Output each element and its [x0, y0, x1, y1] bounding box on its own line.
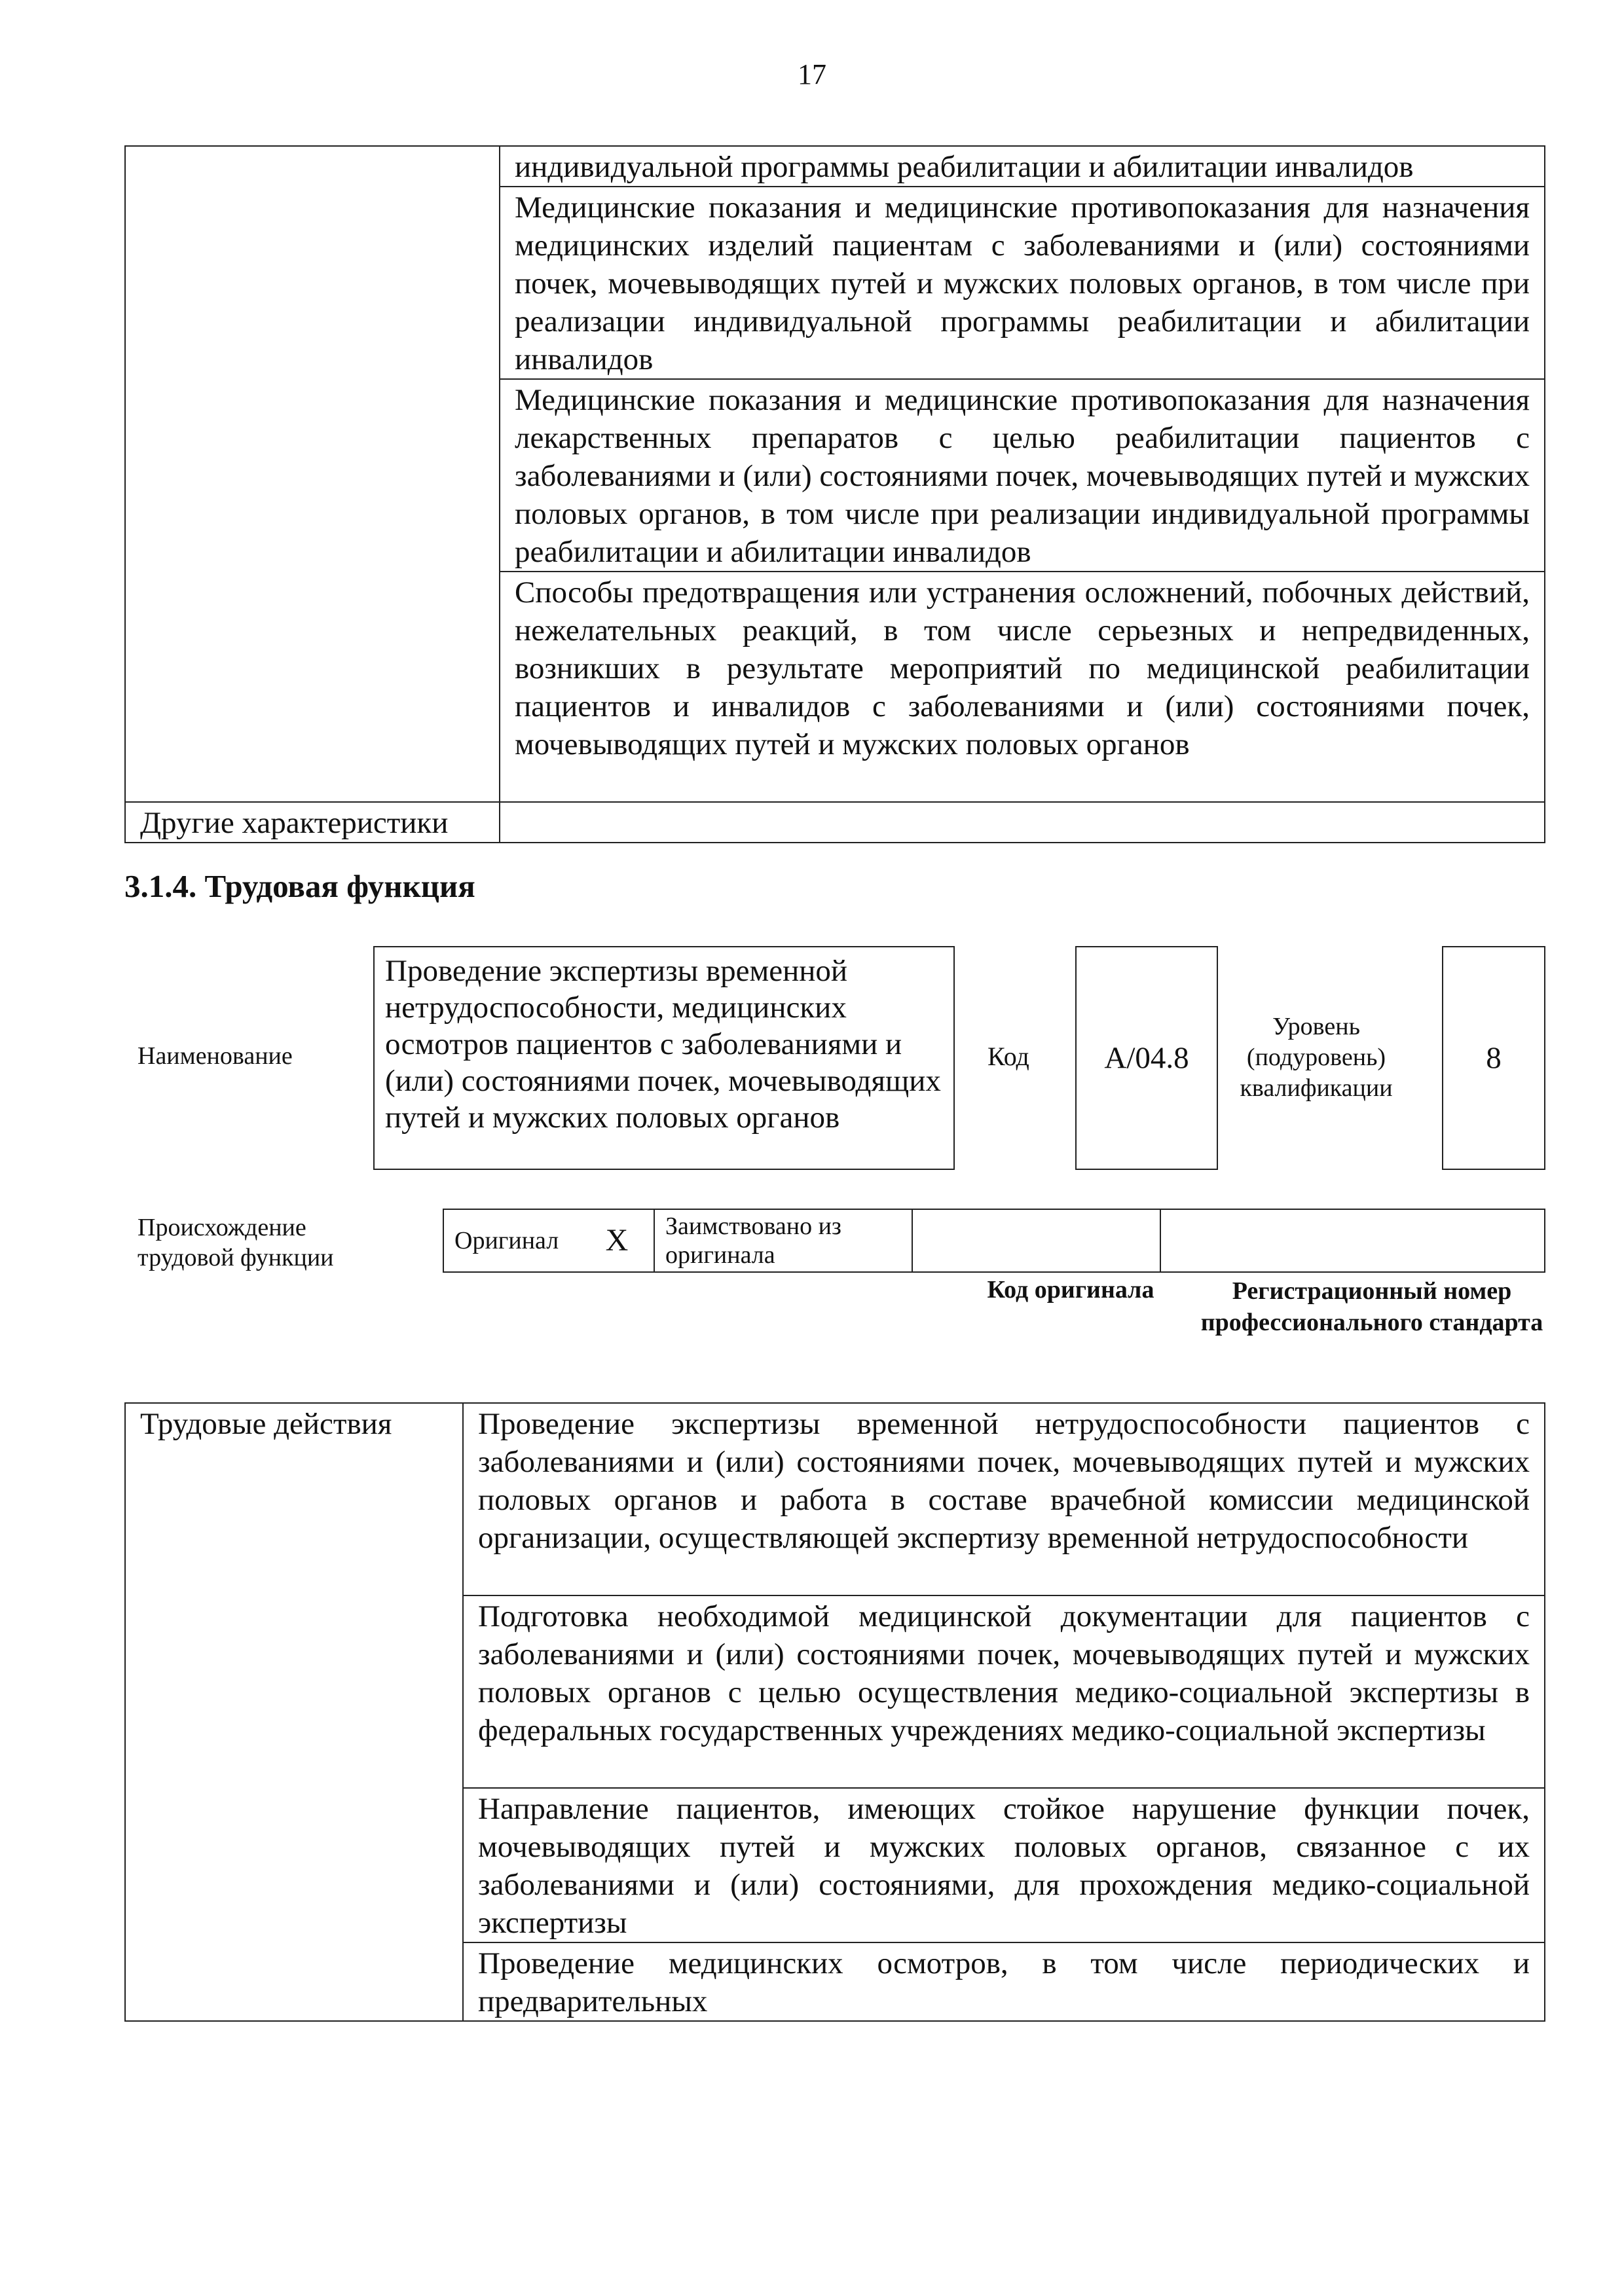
table-cell: Способы предотвращения или устранения осложнений, побочных действий, нежелательных реакций, в том числе серьезных и непредвиденных, возникших в результате мероприятий по медицинской реабилитации пациентов и инвалидов с заболеваниями и (или) состояниями почек, мочевыводящих путей и мужских половых органов [500, 572, 1545, 802]
labor-action-item: Направление пациентов, имеющих стойкое нарушение функции почек, мочевыводящих путей и мужских половых органов, связанное с их заболеваниями и (или) состояниями, для прохождения медико-социальной экспертизы [463, 1788, 1545, 1942]
section-heading: 3.1.4. Трудовая функция [124, 868, 475, 904]
table-row [125, 1403, 1545, 1595]
continued-requirements-table [124, 145, 1545, 843]
code-value-box: A/04.8 [1075, 946, 1218, 1170]
table-cell: Медицинские показания и медицинские противопоказания для назначения медицинских изделий пациентам с заболеваниями и (или) состояниями почек, мочевыводящих путей и мужских половых органов, в том числе при реализации индивидуальной программы реабилитации и абилитации инвалидов [500, 187, 1545, 379]
labor-actions-label: Трудовые действия [125, 1403, 463, 2021]
original-code-caption: Код оригинала [987, 1276, 1154, 1303]
qualification-level-value-box: 8 [1442, 946, 1545, 1170]
original-label: Оригинал [443, 1209, 580, 1272]
code-label: Код [987, 1042, 1029, 1071]
function-name-box: Проведение экспертизы временной нетрудоспособности, медицинских осмотров пациентов с заболеваниями и (или) состояниями почек, мочевыводящих путей и мужских половых органов [373, 946, 955, 1170]
other-characteristics-value [500, 802, 1545, 843]
other-characteristics-label: Другие характеристики [125, 802, 500, 843]
labor-actions-table [124, 1402, 1545, 2022]
table-row [443, 1209, 1545, 1272]
table-row [125, 146, 1545, 187]
page-number: 17 [798, 58, 826, 90]
original-mark: X [580, 1209, 654, 1272]
labor-action-item: Проведение медицинских осмотров, в том числе периодических и предварительных [463, 1942, 1545, 2021]
registration-number-cell [1160, 1209, 1545, 1272]
table-cell: Медицинские показания и медицинские противопоказания для назначения лекарственных препаратов с целью реабилитации пациентов с заболеваниями и (или) состояниями почек, мочевыводящих путей и мужских половых органов, в том числе при реализации индивидуальной программы реабилитации и абилитации инвалидов [500, 379, 1545, 572]
labor-action-item: Подготовка необходимой медицинской документации для пациентов с заболеваниями и (или) состояниями почек, мочевыводящих путей и мужских половых органов с целью осуществления медико-социальной экспертизы в федеральных государственных учреждениях медико-социальной экспертизы [463, 1595, 1545, 1788]
borrowed-label: Заимствовано из оригинала [654, 1209, 912, 1272]
origin-table [443, 1209, 1545, 1273]
table-left-cell-empty [125, 146, 500, 802]
qualification-level-label: Уровень (подуровень) квалификации [1240, 1013, 1393, 1102]
table-cell: индивидуальной программы реабилитации и абилитации инвалидов [500, 146, 1545, 187]
name-label: Наименование [138, 1042, 293, 1070]
origin-label: Происхождение трудовой функции [138, 1214, 334, 1271]
labor-action-item: Проведение экспертизы временной нетрудоспособности пациентов с заболеваниями и (или) состояниями почек, мочевыводящих путей и мужских половых органов и работа в составе врачебной комиссии медицинской организации, осуществляющей экспертизу временной нетрудоспособности [463, 1403, 1545, 1595]
registration-number-caption: Регистрационный номер профессионального стандарта [1200, 1277, 1543, 1336]
table-row [125, 802, 1545, 843]
original-code-cell [912, 1209, 1160, 1272]
